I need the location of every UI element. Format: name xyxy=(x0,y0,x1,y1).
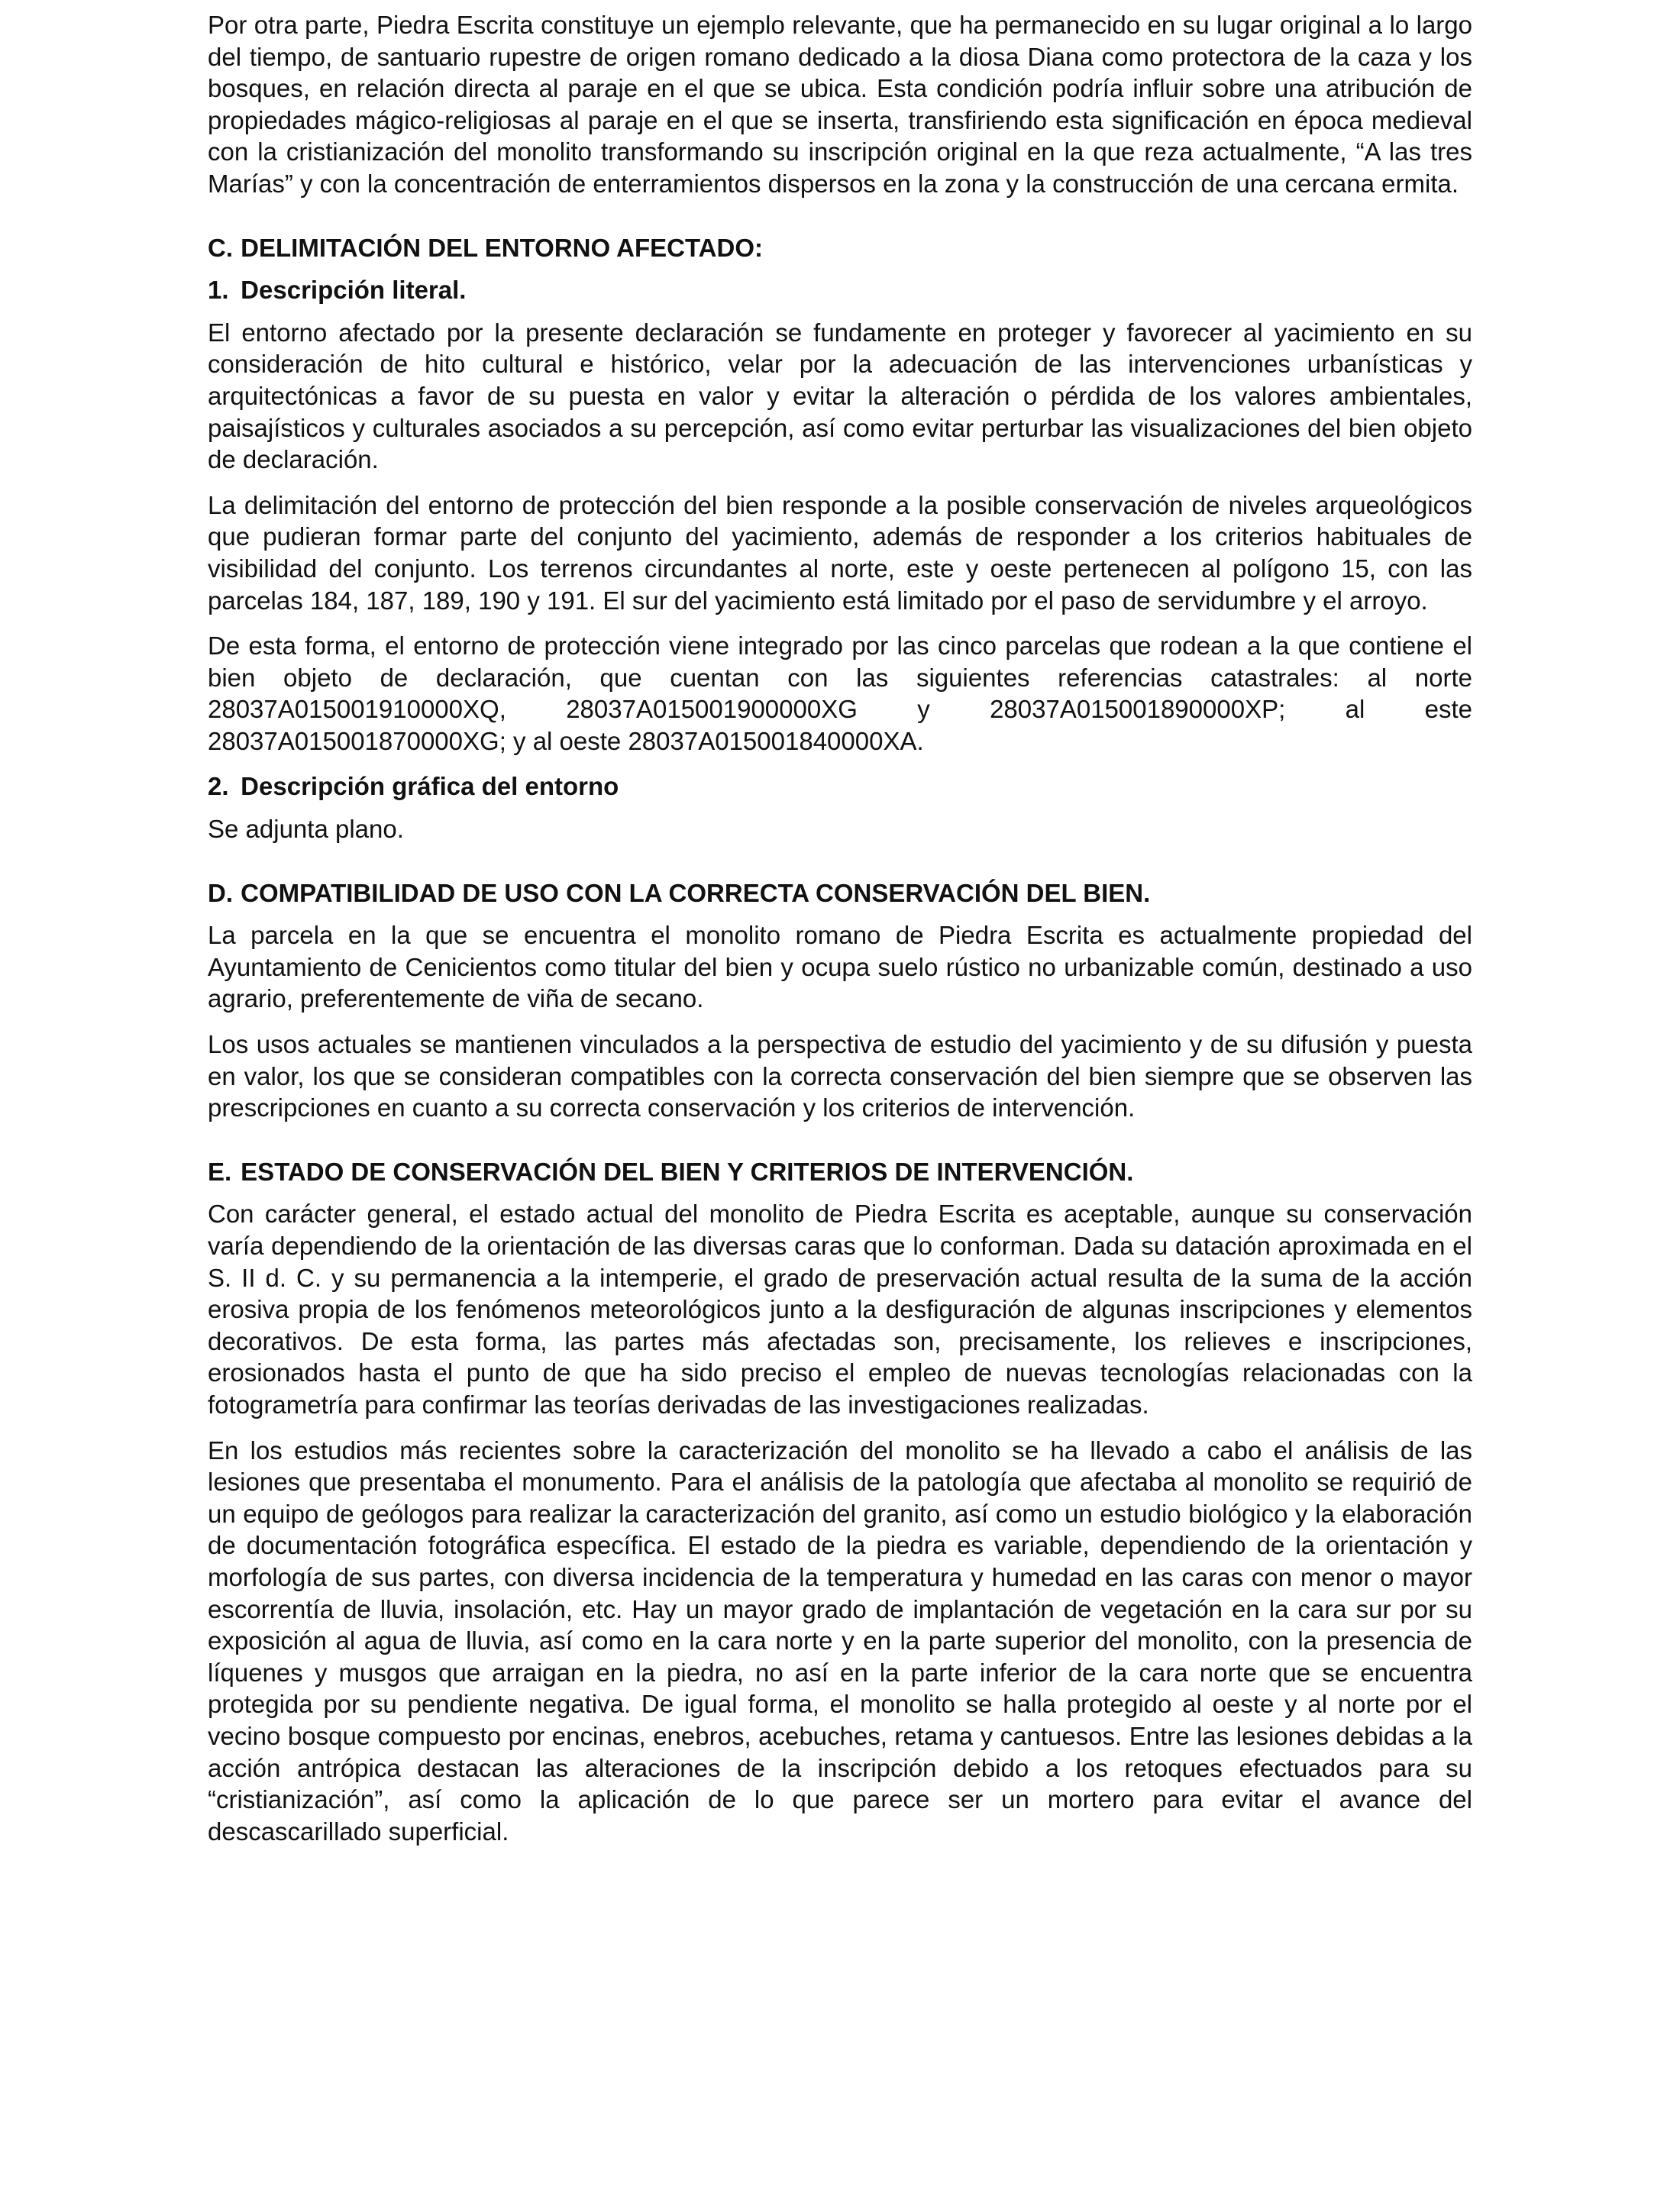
subsection-c2-number: 2. xyxy=(208,772,229,801)
subsection-c1-number: 1. xyxy=(208,276,229,305)
section-c-title: DELIMITACIÓN DEL ENTORNO AFECTADO: xyxy=(241,233,763,262)
intro-paragraph: Por otra parte, Piedra Escrita constituye un ejemplo relevante, que ha permanecido en su lugar original a lo largo del tiempo, de santuario rupestre de origen romano dedicado a la diosa Diana como protectora de la caza y los bosques, en relación directa al paraje en el que se ubica. Esta condición podría influir sobre una atribución de propiedades mágico-religiosas al paraje en el que se inserta, transfiriendo esta significación en época medieval con la cristianización del monolito transformando su inscripción original en la que reza actualmente, “A las tres Marías” y con la concentración de enterramientos dispersos en la zona y la construcción de una cercana ermita. xyxy=(208,11,1472,198)
section-c1-paragraph-3: De esta forma, el entorno de protección viene integrado por las cinco parcelas que rodean a la que contiene el bien objeto de declaración, que cuentan con las siguientes referencias catastrales: al norte 28037A015001910000XQ, 28037A015001900000XG y 28037A015001890000XP; al este 28037A015001870000XG; y al oeste 28037A015001840000XA. xyxy=(208,631,1472,755)
section-d-paragraph-1: La parcela en la que se encuentra el monolito romano de Piedra Escrita es actualmente propiedad del Ayuntamiento de Cenicientos como titular del bien y ocupa suelo rústico no urbanizable común, destinado a uso agrario, preferentemente de viña de secano. xyxy=(208,921,1472,1013)
section-e-heading xyxy=(208,1156,1472,1188)
subsection-c2-heading xyxy=(208,770,1472,803)
section-e-number: E. xyxy=(208,1157,232,1186)
subsection-c2-title: Descripción gráfica del entorno xyxy=(241,772,619,801)
section-c1-paragraph-2: La delimitación del entorno de protección del bien responde a la posible conservación de niveles arqueológicos que pudieran formar parte del conjunto del yacimiento, además de responder a los criterios habituales de visibilidad del conjunto. Los terrenos circundantes al norte, este y oeste pertenecen al polígono 15, con las parcelas 184, 187, 189, 190 y 191. El sur del yacimiento está limitado por el paso de servidumbre y el arroyo. xyxy=(208,490,1472,615)
section-c-number: C. xyxy=(208,233,233,262)
section-e-paragraph-1: Con carácter general, el estado actual del monolito de Piedra Escrita es aceptable, aunque su conservación varía dependiendo de la orientación de las diversas caras que lo conforman. Dada su datación aproximada en el S. II d. C. y su permanencia a la intemperie, el grado de preservación actual resulta de la suma de la acción erosiva propia de los fenómenos meteorológicos junto a la desfiguración de algunas inscripciones y elementos decorativos. De esta forma, las partes más afectadas son, precisamente, los relieves e inscripciones, erosionados hasta el punto de que ha sido preciso el empleo de nuevas tecnologías relacionadas con la fotogrametría para confirmar las teorías derivadas de las investigaciones realizadas. xyxy=(208,1200,1472,1419)
subsection-c1-title: Descripción literal. xyxy=(241,276,467,305)
section-d-number: D. xyxy=(208,878,233,907)
section-c1-paragraph-1: El entorno afectado por la presente declaración se fundamente en proteger y favorecer al yacimiento en su consideración de hito cultural e histórico, velar por la adecuación de las intervenciones urbanísticas y arquitectónicas a favor de su puesta en valor y evitar la alteración o pérdida de los valores ambientales, paisajísticos y culturales asociados a su percepción, así como evitar perturbar las visualizaciones del bien objeto de declaración. xyxy=(208,318,1472,474)
section-e-paragraph-2: En los estudios más recientes sobre la caracterización del monolito se ha llevado a cabo el análisis de las lesiones que presentaba el monumento. Para el análisis de la patología que afectaba al monolito se requirió de un equipo de geólogos para realizar la caracterización del granito, así como un estudio biológico y la elaboración de documentación fotográfica específica. El estado de la piedra es variable, dependiendo de la orientación y morfología de sus partes, con diversa incidencia de la temperatura y humedad en las caras con menor o mayor escorrentía de lluvia, insolación, etc. Hay un mayor grado de implantación de vegetación en la cara sur por su exposición al agua de lluvia, así como en la cara norte y en la parte superior del monolito, con la presencia de líquenes y musgos que arraigan en la piedra, no así en la parte inferior de la cara norte que se encuentra protegida por su pendiente negativa. De igual forma, el monolito se halla protegido al oeste y al norte por el vecino bosque compuesto por encinas, enebros, acebuches, retama y cantuesos. Entre las lesiones debidas a la acción antrópica destacan las alteraciones de la inscripción debido a los retoques efectuados para su “cristianización”, así como la aplicación de lo que parece ser un mortero para evitar el avance del descascarillado superficial. xyxy=(208,1436,1472,1846)
document-page xyxy=(208,9,1472,1861)
subsection-c1-heading xyxy=(208,274,1472,306)
section-d-paragraph-2: Los usos actuales se mantienen vinculados a la perspectiva de estudio del yacimiento y de su difusión y puesta en valor, los que se consideran compatibles con la correcta conservación del bien siempre que se observen las prescripciones en cuanto a su correcta conservación y los criterios de intervención. xyxy=(208,1030,1472,1122)
section-d-heading xyxy=(208,877,1472,909)
section-e-title: ESTADO DE CONSERVACIÓN DEL BIEN Y CRITERIOS DE INTERVENCIÓN. xyxy=(241,1157,1134,1186)
section-d-title: COMPATIBILIDAD DE USO CON LA CORRECTA CONSERVACIÓN DEL BIEN. xyxy=(241,878,1151,907)
section-c-heading xyxy=(208,232,1472,264)
section-c2-paragraph: Se adjunta plano. xyxy=(208,815,404,844)
